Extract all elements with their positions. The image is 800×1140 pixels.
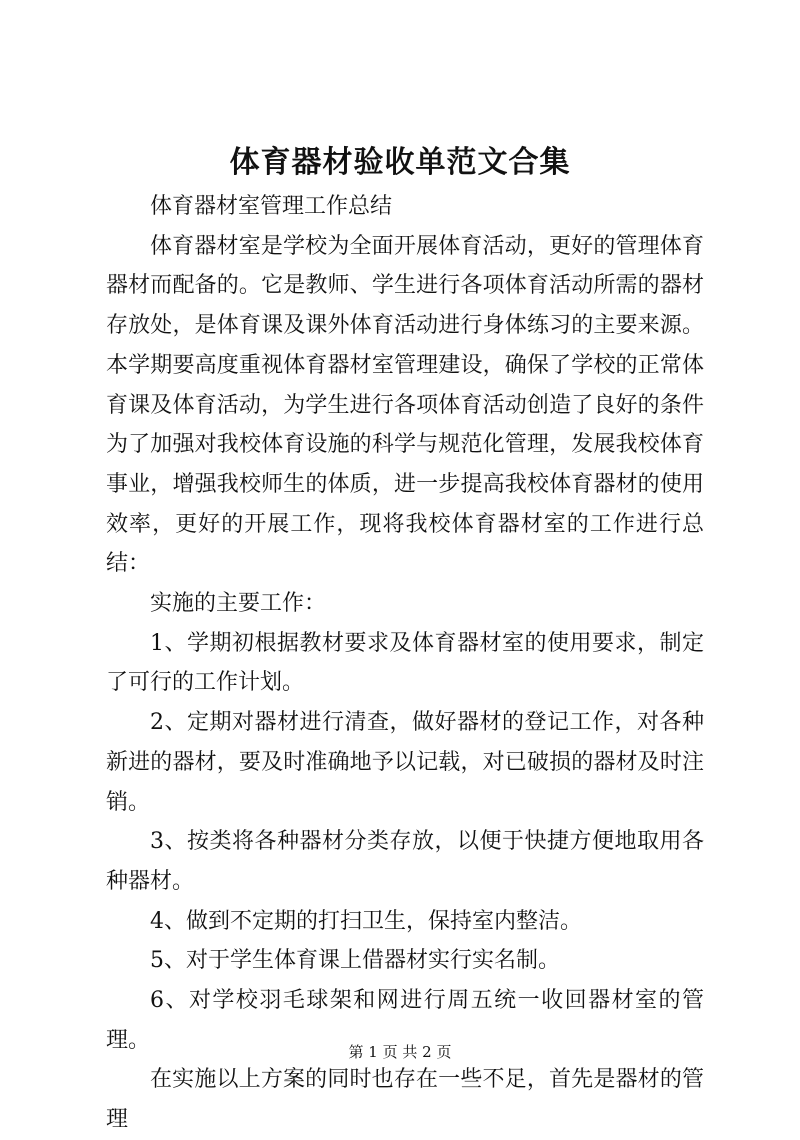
section-heading: 实施的主要工作： [150, 591, 327, 617]
list-item: 3、按类将各种器材分类存放，以便于快捷方便地取用各种器材。 [106, 829, 704, 894]
paragraph: 在实施以上方案的同时也存在一些不足，首先是器材的管理 [106, 1067, 704, 1133]
section-heading: 体育器材室管理工作总结 [150, 194, 393, 219]
page-number: 第 1 页 共 2 页 [348, 1043, 452, 1061]
list-item: 5、对于学生体育课上借器材实行实名制。 [150, 948, 560, 974]
list-item: 1、学期初根据教材要求及体育器材室的使用要求，制定了可行的工作计划。 [106, 630, 704, 696]
list-item: 4、做到不定期的打扫卫生，保持室内整洁。 [150, 908, 582, 934]
document-title: 体育器材验收单范文合集 [229, 145, 571, 180]
paragraph: 体育器材室是学校为全面开展体育活动，更好的管理体育器材而配备的。它是教师、学生进行各项体育活动所需的器材存放处，是体育课及课外体育活动进行身体练习的主要来源。本学期要高度重视体育器材室管理建设，确保了学校的正常体育课及体育活动，为学生进行各项体育活动创造了良好的条件为了加强对我校体育设施的科学与规范化管理，发展我校体育事业，增强我校师生的体质，进一步提高我校体育器材的使用效率，更好的开展工作，现将我校体育器材室的工作进行总结： [106, 233, 704, 577]
list-item: 6、对学校羽毛球架和网进行周五统一收回器材室的管理。 [106, 988, 704, 1053]
list-item: 2、定期对器材进行清查，做好器材的登记工作，对各种新进的器材，要及时准确地予以记载，对已破损的器材及时注销。 [106, 710, 704, 815]
document-body [106, 187, 704, 1140]
page-footer [0, 1042, 800, 1062]
